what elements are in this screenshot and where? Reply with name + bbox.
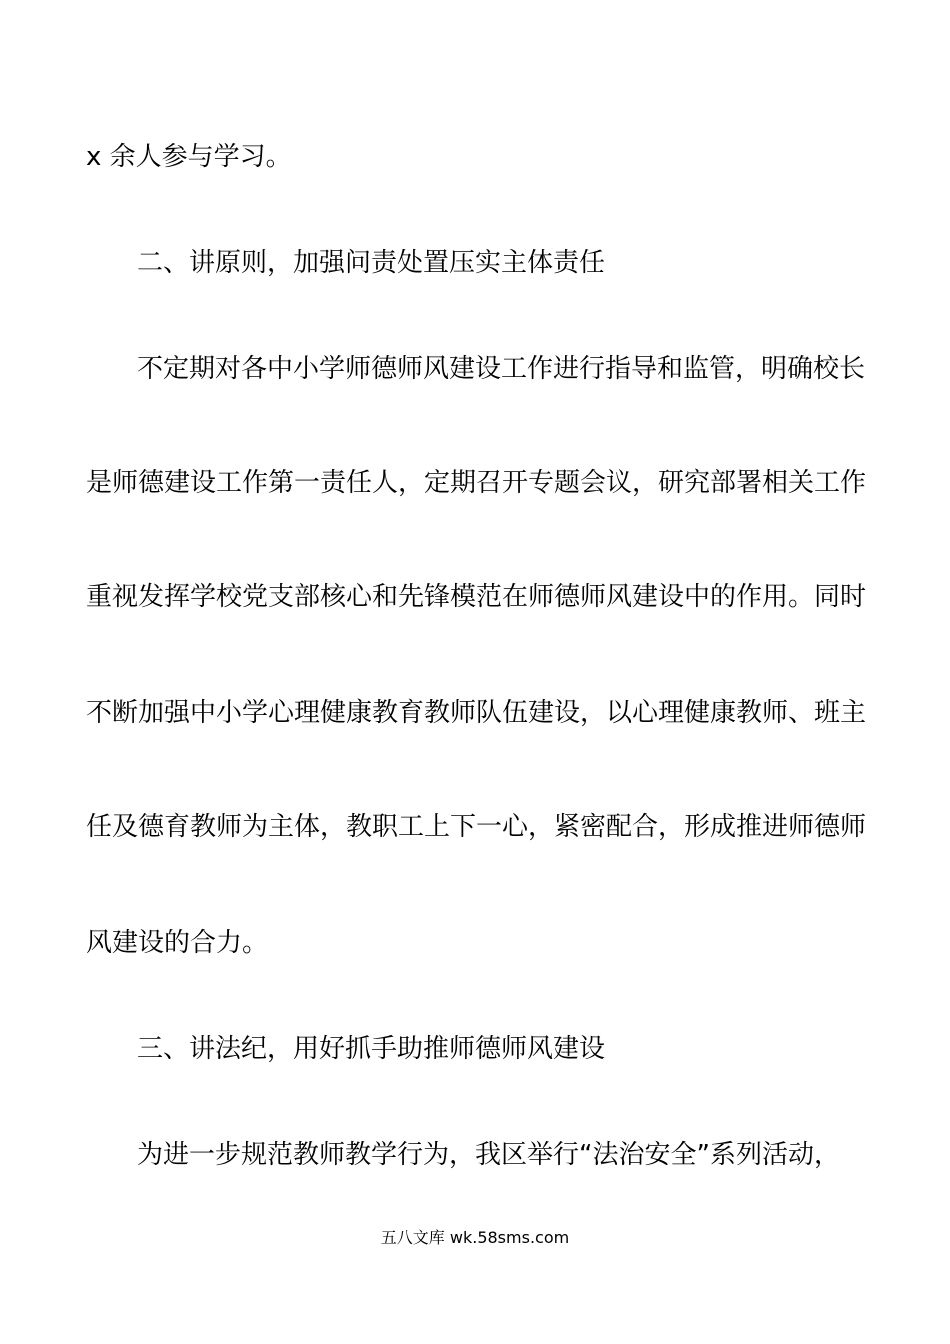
footer-watermark: 五八文库 wk.58sms.com	[380, 1228, 570, 1247]
paragraph-line: x 余人参与学习。	[86, 142, 292, 172]
section-heading: 二、讲原则，加强问责处置压实主体责任	[137, 248, 606, 278]
paragraph-line: 不定期对各中小学师德师风建设工作进行指导和监管，明确校长	[137, 354, 866, 384]
paragraph-line: 不断加强中小学心理健康教育教师队伍建设，以心理健康教师、班主	[86, 698, 867, 728]
paragraph-line: 为进一步规范教师教学行为，我区举行“法治安全”系列活动，	[137, 1140, 840, 1170]
paragraph-line: 重视发挥学校党支部核心和先锋模范在师德师风建设中的作用。同时	[86, 582, 867, 612]
paragraph-line: 任及德育教师为主体，教职工上下一心，紧密配合，形成推进师德师	[86, 812, 867, 842]
paragraph-line: 是师德建设工作第一责任人，定期召开专题会议，研究部署相关工作	[86, 468, 867, 498]
section-heading: 三、讲法纪，用好抓手助推师德师风建设	[137, 1034, 606, 1064]
paragraph-line: 风建设的合力。	[86, 928, 269, 958]
